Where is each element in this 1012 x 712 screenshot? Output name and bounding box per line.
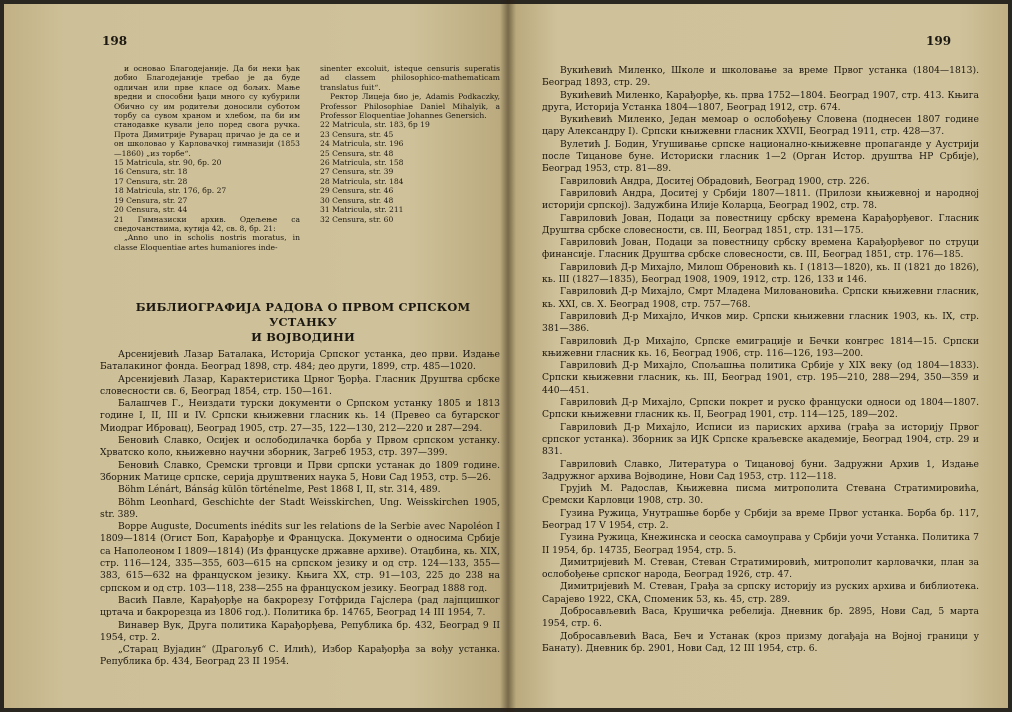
footnote-text: sinenter excoluit, isteque censuris superatis ad classem philosophico-mathematicam translatus fuit“. xyxy=(320,64,500,92)
page-number-left: 198 xyxy=(102,34,128,48)
bibliography-entry: Гавриловић Славко, Литература о Тицановој буни. Задружни Архив 1, Издање Задружног архива Војводине, Нови Сад 1953, стр. 112—118. xyxy=(542,458,979,482)
bibliography-entry: Балашчев Г., Неиздати турски документи о Српском устанку 1805 и 1813 године I, II, III и IV. Српски књижевни гласник кь. 14 (Превео са бугарског Миодраг Ибровац), Београд 1905, стр. 27—35, 122—130, 212—220 и 287—294. xyxy=(100,398,500,434)
bibliography-entry: Добросављевић Васа, Беч и Устанак (кроз призму догађаја на Војној граници у Банату). Дневник бр. 2901, Нови Сад, 12 III 1954, стр. 6. xyxy=(542,630,979,654)
bibliography-entry: Гавриловић Јован, Подаци за повестницу србску времена Карађорђевог. Гласник Друштва србске словесности, св. III, Београд 1851, стр. 131—175. xyxy=(542,212,979,236)
bibliography-entry: Вукићевић Миленко, Један мемоар о ослобођењу Словена (поднесен 1807 године цару Александру I). Српски књижевни гласник XXVII, Београд 1911, стр. 428—37. xyxy=(542,114,979,138)
left-page xyxy=(4,4,508,708)
bibliography-entry: Грујић М. Радослав, Књижевна писма митрополита Стевана Стратимировића, Сремски Карловци 1908, стр. 30. xyxy=(542,483,979,507)
bibliography-entry: Гавриловић Д-р Михајло, Српски покрет и руско француски односи од 1804—1807. Српски књижевни гласник кь. II, Београд 1901, стр. 114—125, 189—202. xyxy=(542,397,979,421)
bibliography-entry: Гавриловић Д-р Михајло, Ичков мир. Српски књижевни гласник 1903, кь. IX, стр. 381—386. xyxy=(542,310,979,335)
heading-line-2: И ВОЈВОДИНИ xyxy=(251,330,355,344)
bibliography-entry: Böhm Lénárt, Bánság külön történelme, Pest 1868 I, II, str. 314, 489. xyxy=(118,484,441,496)
footnote: 31 Matricula, str. 211 xyxy=(320,205,404,215)
right-page xyxy=(508,4,1008,708)
footnote: 25 Censura, str. 48 xyxy=(320,148,394,158)
bibliography-entry: Димитријевић М. Стеван, Стеван Стратимировић, митрополит карловачки, план за ослобођење српског народа, Београд 1926, стр. 47. xyxy=(542,556,979,581)
bibliography-entry: Böhm Leonhard, Geschichte der Stadt Weisskirchen, Ung. Weisskirchen 1905, str. 389. xyxy=(100,496,500,520)
footnote: 30 Censura, str. 48 xyxy=(320,195,394,205)
book-gutter xyxy=(500,0,516,712)
bibliography-entry: Гавриловић Д-р Михајло, Милош Обреновић кь. I (1813—1820), кь. II (1821 до 1826), кь. III (1827—1835), Београд 1908, 1909, 1912, стр. 126, 133 и 146. xyxy=(542,261,979,286)
bibliography-entry: „Старац Вујадин“ (Драгољуб С. Илић), Избор Карађорђа за вођу устанка. Република бр. 434, Београд 23 II 1954. xyxy=(100,644,500,668)
footnote: 29 Censura, str. 46 xyxy=(320,186,394,196)
footnote: 15 Matricula, str. 90, бр. 20 xyxy=(114,158,222,168)
bibliography-entry: Арсенијевић Лазар, Карактеристика Црног Ђорђа. Гласник Друштва србске словесности св. 6, Београд 1854, стр. 150—161. xyxy=(100,373,500,397)
bibliography-entry: Гавриловић Андра, Доситеј у Србији 1807—1811. (Прилози књижевној и народној историји српској). Задужбина Илије Коларца, Београд 1902, стр. 78. xyxy=(542,187,979,212)
footnote: 19 Censura, str. 27 xyxy=(114,195,188,205)
bibliography-entry: Вукићевић Миленко, Карађорђе, кь. прва 1752—1804. Београд 1907, стр. 413. Књига друга, Историја Устанка 1804—1807, Београд 1912, стр. 674. xyxy=(542,89,979,113)
bibliography-entry: Васић Павле, Карађорђе на бакрорезу Готфрида Гајслера (рад лајпцишког цртача и бакрорезца из 1806 год.). Политика бр. 14765, Београд 14 III 1954, 7. xyxy=(100,594,500,619)
bibliography-entry: Беновић Славко, Сремски трговци и Први српски устанак до 1809 године. Зборник Матице српске, серија друштвених наука 5, Нови Сад 1953, стр. 5—26. xyxy=(100,459,500,483)
bibliography-left xyxy=(100,349,500,669)
bibliography-entry: Гавриловић Д-р Михајло, Исписи из париских архива (грађа за историју Првог српског устанка). Зборник за ИЈК Српске краљевске академије, Београд 1904, стр. 29 и 831. xyxy=(542,421,979,458)
footnote: 17 Censura, str. 28 xyxy=(114,176,188,186)
bibliography-entry: Беновић Славко, Осијек и ослободилачка борба у Првом српском устанку. Хрватско коло, књижевно научни зборник, Загреб 1953, стр. 397—399. xyxy=(100,435,500,459)
footnote: 32 Censura, str. 60 xyxy=(320,214,394,224)
page-number-right: 199 xyxy=(926,34,952,48)
footnote: 16 Censura, str. 18 xyxy=(114,167,188,177)
footnote: 26 Matricula, str. 158 xyxy=(320,158,404,168)
bibliography-entry: Винавер Вук, Друга политика Карађорђева, Република бр. 432, Београд 9 II 1954, стр. 2. xyxy=(100,619,500,643)
bibliography-entry: Гузина Ружица, Кнежинска и сеоска самоуправа у Србији уочи Устанка. Политика 7 II 1954, бр. 14735, Београд 1954, стр. 5. xyxy=(542,532,979,556)
footnote: 24 Matricula, str. 196 xyxy=(320,139,404,149)
footnote-quote: „Anno uno in scholis nostris moratus, in classe Eloquentiae artes humaniores inde- xyxy=(114,233,300,252)
bibliography-entry: Вукићевић Миленко, Школе и школовање за време Првог устанка (1804—1813). Београд 1893, стр. 29. xyxy=(542,65,979,89)
bibliography-entry: Гавриловић Д-р Михајло, Спољашња политика Србије у XIX веку (од 1804—1833). Српски књижевни гласник, кь. III, Београд 1901, стр. 195—210, 288—294, 350—359 и 440—451. xyxy=(542,360,979,396)
footnote-text: и основао Благодејаније. Да би неки ђак добио Благодејаније требао је да буде одличан или прве класе од бољих. Мање вредни и способни ђаци много су кубурили Обично су им родитељи доносили суботом торбу са сувом храном и хлебом, па би им станодавке кували јело поред свога ручка. Прота Димитрије Руварац причао је да се и он школовао у Карловачкој гимназији (1853—1860) „из торбе“. xyxy=(114,64,300,158)
heading-line-1: БИБЛИОГРАФИЈА РАДОВА О ПРВОМ СРПСКОМ УСТАНКУ xyxy=(135,300,471,329)
footnote: 20 Censura, str. 44 xyxy=(114,205,188,215)
bibliography-entry: Гавриловић Јован, Подаци за повестницу србску времена Карађорђевог по струци финансије. Гласник Друштва србске словесности, св. III, Београд 1851, стр. 176—185. xyxy=(542,237,979,261)
footnote: 28 Matricula, str. 184 xyxy=(320,176,404,186)
footnotes-column-1 xyxy=(114,64,300,252)
footnote: 21 Гимназиски архив. Одељење са сведочанствима, кутија 42, св. 8, бр. 21: xyxy=(114,214,300,233)
footnote: 23 Censura, str. 45 xyxy=(320,129,394,139)
bibliography-entry: Гузина Ружица, Унутрашње борбе у Србији за време Првог устанка. Борба бр. 117, Београд 17 V 1954, стр. 2. xyxy=(542,507,979,531)
footnote-text: Ректор Лицеја био је, Adamis Podkaczky, Professor Philosophiae Daniel Mihalyik, a Professor Eloquentiae Johannes Genersich. xyxy=(320,92,500,121)
bibliography-entry: Гавриловић Андра, Доситеј Обрадовић, Београд 1900, стр. 226. xyxy=(560,175,870,187)
footnotes xyxy=(114,64,504,252)
footnote: 27 Censura, str. 39 xyxy=(320,167,394,177)
bibliography-entry: Boppe Auguste, Documents inédits sur les relations de la Serbie avec Napoléon I 1809—1814 (Огист Боп, Карађорђе и Француска. Документи о односима Србије са Наполеоном I 1809—1814) (Из француске државне архиве). Отаџбина, кь. XIX, стр. 116—124, 335—355, 603—615 на српском језику и од стр. 124—133, 355—383, 615—632 на француском језику. Књига XX, стр. 91—103, 225 до 238 на српском и од стр. 103—118, 238—255 на француском језику. Београд 1888 год. xyxy=(100,521,500,594)
footnote: 18 Matricula, str. 176, бр. 27 xyxy=(114,186,227,196)
bibliography-entry: Добросављевић Васа, Крушичка ребелија. Дневник бр. 2895, Нови Сад, 5 марта 1954, стр. 6. xyxy=(542,606,979,630)
bibliography-entry: Гавриловић Д-р Михајло, Српске емиграције и Бечки конгрес 1814—15. Српски књижевни гласник кь. 16, Београд 1906, стр. 116—126, 193—200. xyxy=(542,335,979,359)
footnote: 22 Matricula, str. 183, бр 19 xyxy=(320,120,430,130)
bibliography-entry: Арсенијевић Лазар Баталака, Историја Српског устанка, део први. Издање Баталакиног фонда. Београд 1898, стр. 484; део други, 1899, стр. 485—1020. xyxy=(100,349,500,373)
footnotes-column-2 xyxy=(320,64,500,252)
bibliography-entry: Гавриловић Д-р Михајло, Смрт Младена Миловановића. Српски књижевни гласник, кь. XXI, св. X. Београд 1908, стр. 757—768. xyxy=(542,286,979,310)
bibliography-entry: Димитријевић М. Стеван, Грађа за српску историју из руских архива и библиотека. Сарајево 1922, СКА, Споменик 53, кь. 45, стр. 289. xyxy=(542,581,979,605)
section-heading xyxy=(104,300,502,345)
bibliography-right xyxy=(542,65,979,655)
bibliography-entry: Вулетић J. Бодин, Угушивање српске национално-књижевне пропаганде у Аустрији после Тицанове буне. Историски гласник 1—2 (Орган Истор. друштва НР Србије), Београд 1953, стр. 81—89. xyxy=(542,138,979,175)
